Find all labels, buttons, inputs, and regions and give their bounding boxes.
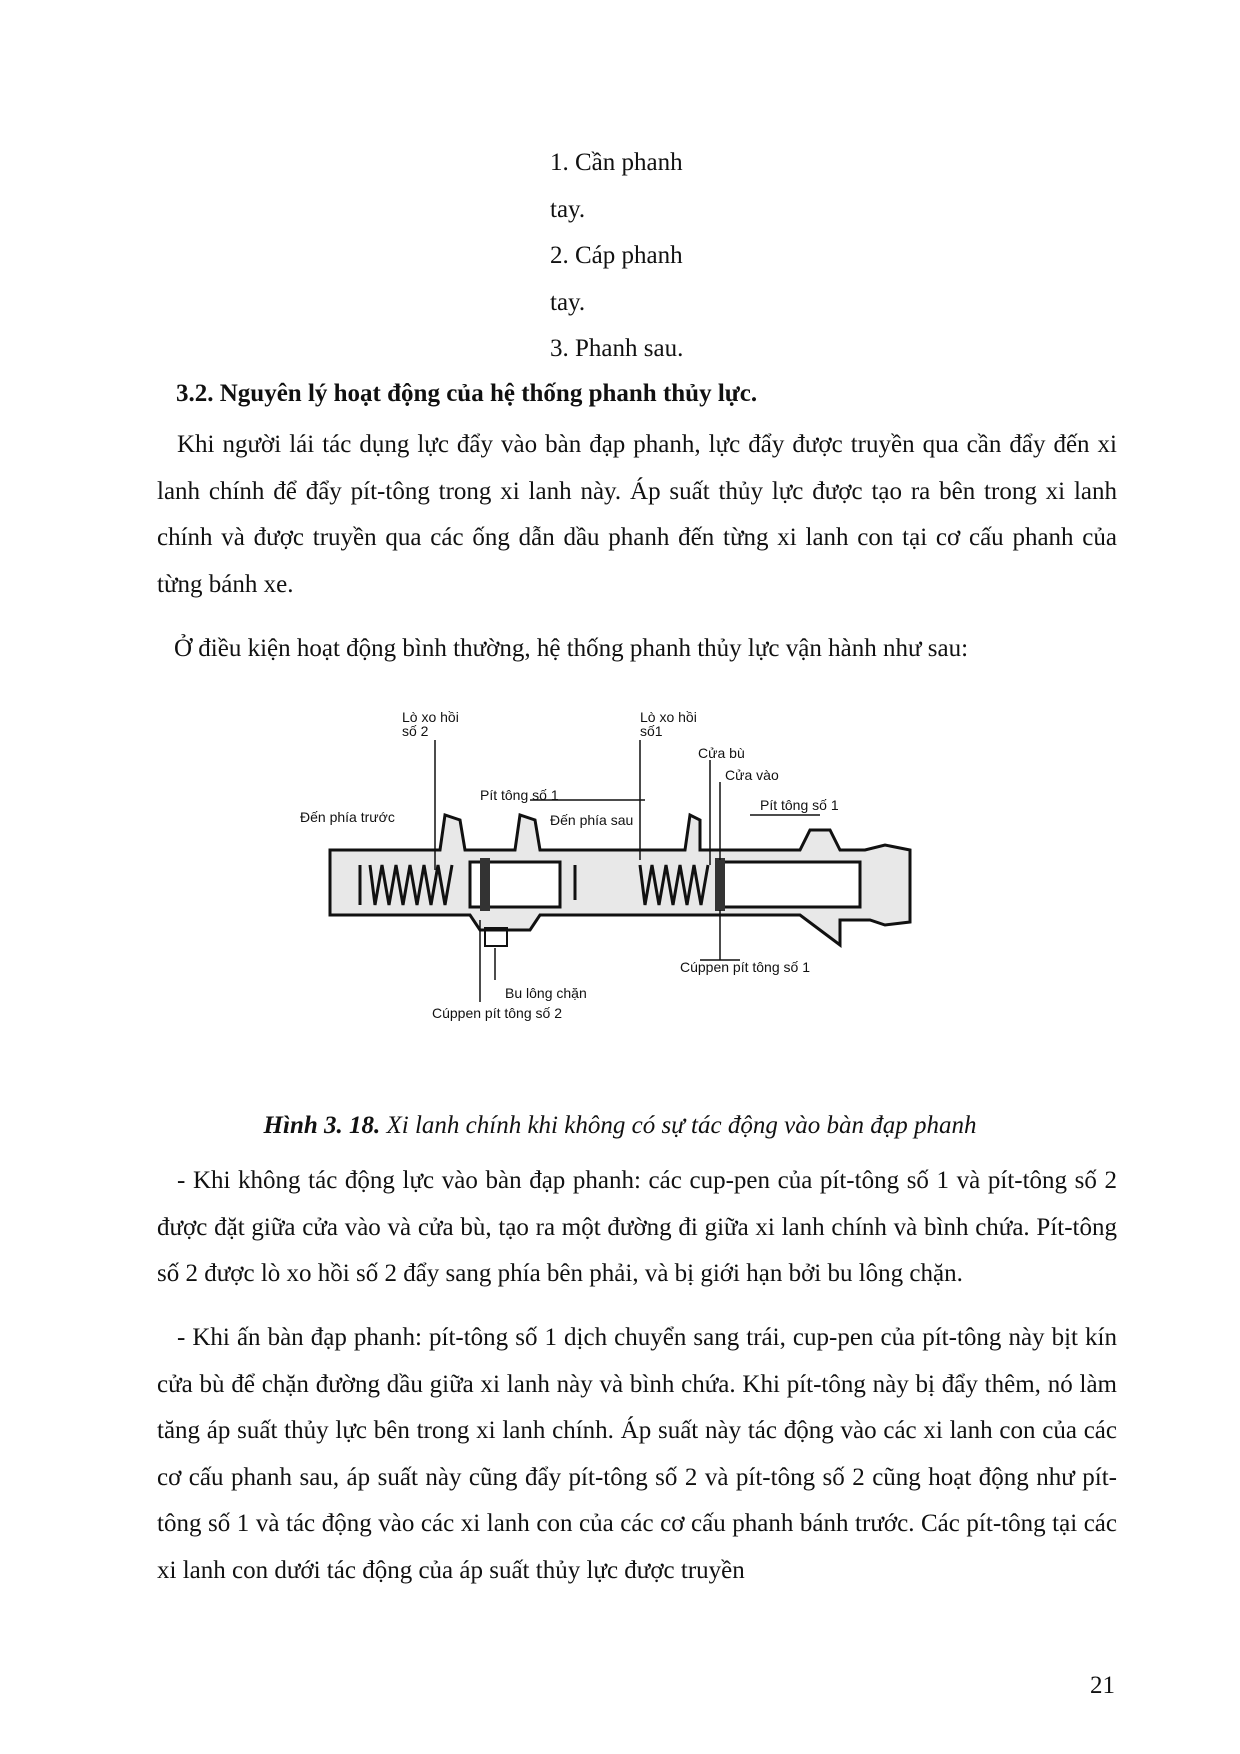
legend-item: 1. Cần phanh bbox=[550, 149, 683, 176]
legend-item: tay. bbox=[550, 288, 586, 316]
label-comp-port: Cửa bù bbox=[698, 745, 745, 761]
piston-1 bbox=[720, 862, 860, 907]
label-spring-1-line2: số1 bbox=[640, 723, 663, 739]
label-cup-2: Cúppen pít tông số 2 bbox=[432, 1005, 562, 1021]
legend-item: 2. Cáp phanh bbox=[550, 242, 683, 269]
label-to-front: Đến phía trước bbox=[300, 809, 395, 825]
paragraph-intro: Khi người lái tác dụng lực đẩy vào bàn đạp phanh, lực đẩy được truyền qua cần đẩy đến xi lanh chính để đẩy pít-tông trong xi lanh này. Áp suất thủy lực được tạo ra bên trong xi lanh chính và được truyền qua các ống dẫn dầu phanh đến từng xi lanh con tại cơ cấu phanh của từng bánh xe. bbox=[157, 431, 1117, 598]
paragraph-press: - Khi ấn bàn đạp phanh: pít-tông số 1 dịch chuyển sang trái, cup-pen của pít-tông này bịt kín cửa bù để chặn đường dầu giữa xi lanh này và bình chứa. Khi pít-tông này bị đẩy thêm, nó làm tăng áp suất thủy lực bên trong xi lanh chính. Áp suất này tác động vào các xi lanh con của các cơ cấu phanh sau, áp suất này cũng đẩy pít-tông số 2 và pít-tông số 2 cũng hoạt động như pít-tông số 1 và tác động vào các xi lanh con của các cơ cấu phanh bánh trước. Các pít-tông tại các xi lanh con dưới tác động của áp suất thủy lực được truyền bbox=[157, 1324, 1117, 1584]
label-stop-bolt: Bu lông chặn bbox=[505, 985, 587, 1001]
label-spring-1-line1: Lò xo hồi bbox=[640, 709, 697, 725]
label-piston-1-right: Pít tông số 1 bbox=[760, 797, 839, 813]
label-spring-2-line2: số 2 bbox=[402, 723, 429, 739]
master-cylinder-diagram bbox=[290, 700, 980, 1080]
figure-legend bbox=[550, 140, 750, 373]
cup-seal-1 bbox=[715, 858, 725, 911]
label-spring-2-line1: Lò xo hồi bbox=[402, 709, 459, 725]
legend-item: tay. bbox=[550, 195, 586, 223]
figure-caption bbox=[0, 1112, 1240, 1140]
cup-seal-2 bbox=[480, 858, 490, 911]
caption-text: Xi lanh chính khi không có sự tác động vào bàn đạp phanh bbox=[380, 1112, 977, 1139]
label-piston-1-top: Pít tông số 1 bbox=[480, 787, 559, 803]
section-heading: 3.2. Nguyên lý hoạt động của hệ thống phanh thủy lực. bbox=[176, 380, 758, 407]
paragraph-normal-operation: Ở điều kiện hoạt động bình thường, hệ thống phanh thủy lực vận hành như sau: bbox=[174, 635, 969, 662]
caption-number: Hình 3. 18. bbox=[263, 1112, 381, 1139]
legend-item: 3. Phanh sau. bbox=[550, 335, 684, 362]
label-inlet-port: Cửa vào bbox=[725, 767, 779, 783]
page-number: 21 bbox=[1090, 1672, 1115, 1699]
label-cup-1: Cúppen pít tông số 1 bbox=[680, 959, 810, 975]
paragraph-release: - Khi không tác động lực vào bàn đạp phanh: các cup-pen của pít-tông số 1 và pít-tông số 2 được đặt giữa cửa vào và cửa bù, tạo ra một đường đi giữa xi lanh chính và bình chứa. Pít-tông số 2 được lò xo hồi số 2 đẩy sang phía bên phải, và bị giới hạn bởi bu lông chặn. bbox=[157, 1167, 1117, 1287]
master-cylinder-figure bbox=[290, 700, 980, 1080]
label-to-rear: Đến phía sau bbox=[550, 812, 634, 828]
